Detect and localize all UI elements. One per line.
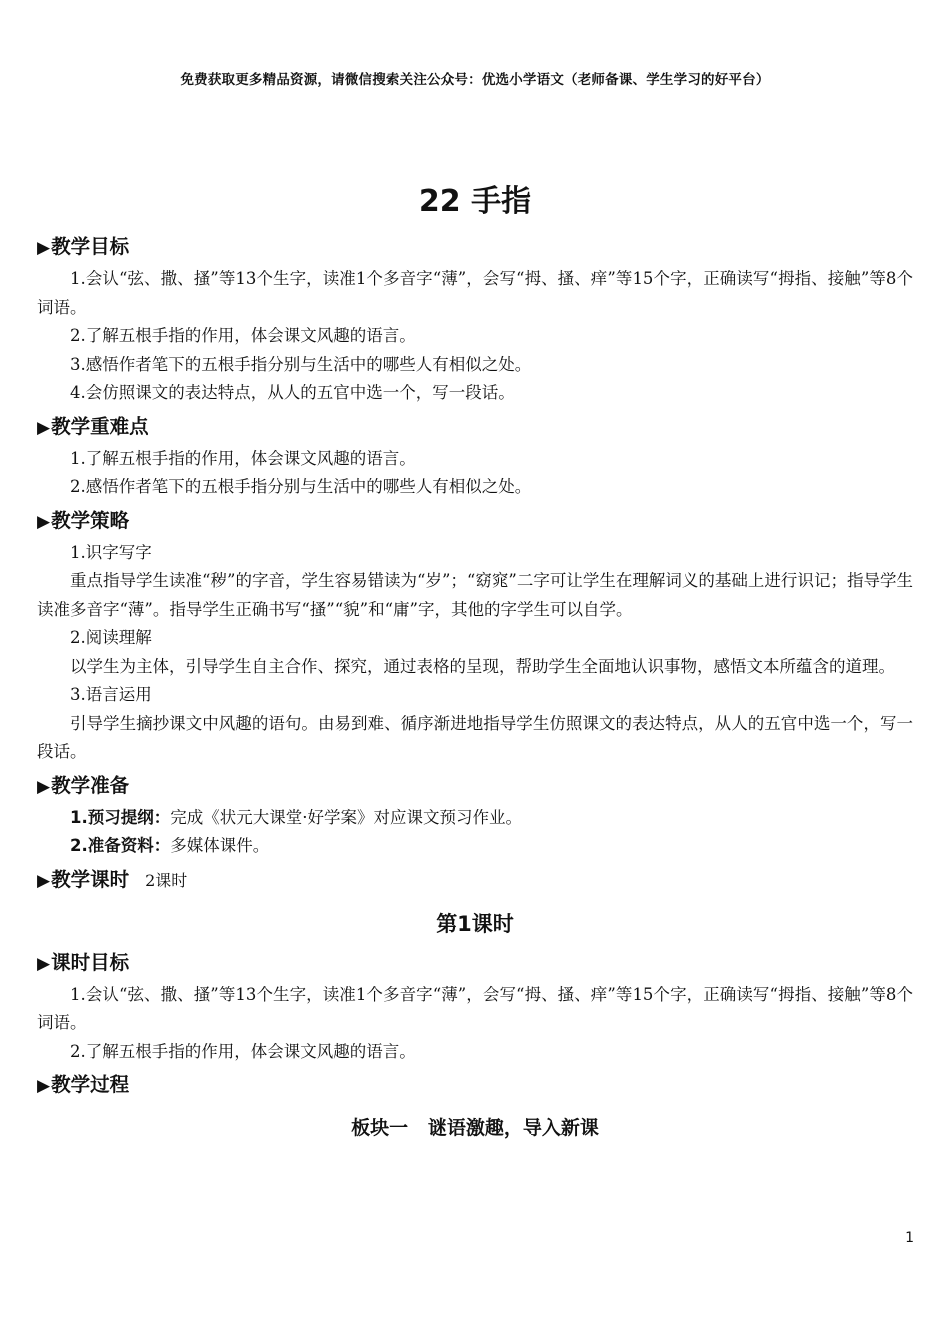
triangle-marker-icon: ▶ [37, 870, 51, 891]
strategy-subheading: 2.阅读理解 [70, 628, 152, 647]
strategy-subheading: 1.识字写字 [70, 542, 152, 562]
document-body [37, 228, 913, 1145]
strategy-subheading: 3.语言运用 [70, 685, 152, 704]
lesson-1-heading: 第1课时 [436, 911, 514, 936]
strategy-paragraph: 引导学生摘抄课文中风趣的语句。由易到难、循序渐进地指导学生仿照课文的表达特点，从人的五官中选一个，写一段话。 [37, 713, 913, 761]
strategy-paragraph: 重点指导学生读准“秽”的字音，学生容易错读为“岁”；“窈窕”二字可让学生在理解词义的基础上进行识记；指导学生读准多音字“薄”。指导学生正确书写“搔”“貌”和“庸”字，其他的字学生可以自学。 [37, 571, 913, 619]
promo-banner: 免费获取更多精品资源，请微信搜索关注公众号：优选小学语文（老师备课、学生学习的好平台） [180, 72, 770, 88]
triangle-marker-icon: ▶ [37, 1076, 51, 1096]
lesson-objective-item: 2.了解五根手指的作用，体会课文风趣的语言。 [70, 1041, 416, 1061]
objective-item: 3.感悟作者笔下的五根手指分别与生活中的哪些人有相似之处。 [70, 354, 532, 374]
objective-item: 1.会认“弦、撒、搔”等13个生字，读准1个多音字“薄”，会写“拇、搔、痒”等15个字，正确读写“拇指、接触”等8个词语。 [37, 269, 913, 317]
block-one-title: 板块一 谜语激趣，导入新课 [351, 1117, 599, 1139]
keypoint-item: 1.了解五根手指的作用，体会课文风趣的语言。 [70, 448, 416, 468]
triangle-marker-icon: ▶ [37, 417, 51, 438]
page-number: 1 [905, 1230, 914, 1246]
triangle-marker-icon: ▶ [37, 953, 51, 974]
lesson-title: 22 手指 [418, 184, 532, 219]
keypoint-item: 2.感悟作者笔下的五根手指分别与生活中的哪些人有相似之处。 [70, 477, 532, 496]
preparation-item: 1.预习提纲：完成《状元大课堂·好学案》对应课文预习作业。 [70, 807, 522, 827]
section-heading-strategy: ▶教学策略 [37, 508, 130, 532]
section-heading-lesson-objectives: ▶课时目标 [37, 950, 130, 974]
triangle-marker-icon: ▶ [37, 238, 51, 258]
triangle-marker-icon: ▶ [37, 511, 51, 532]
section-heading-preparation: ▶教学准备 [37, 773, 130, 797]
strategy-paragraph: 以学生为主体，引导学生自主合作、探究，通过表格的呈现，帮助学生全面地认识事物，感悟文本所蕴含的道理。 [70, 656, 895, 676]
lesson-objective-item: 1.会认“弦、撒、搔”等13个生字，读准1个多音字“薄”，会写“拇、搔、痒”等15个字，正确读写“拇指、接触”等8个词语。 [37, 984, 913, 1032]
section-heading-process: ▶教学过程 [37, 1073, 130, 1096]
section-heading-objectives: ▶教学目标 [37, 235, 130, 258]
hours-value: 2课时 [145, 870, 188, 890]
triangle-marker-icon: ▶ [37, 776, 51, 797]
section-heading-keypoints: ▶教学重难点 [37, 414, 149, 438]
section-heading-hours: ▶教学课时 2课时 [37, 867, 188, 891]
objective-item: 2.了解五根手指的作用，体会课文风趣的语言。 [70, 326, 416, 345]
objective-item: 4.会仿照课文的表达特点，从人的五官中选一个，写一段话。 [70, 383, 515, 402]
preparation-item: 2.准备资料：多媒体课件。 [70, 836, 270, 855]
